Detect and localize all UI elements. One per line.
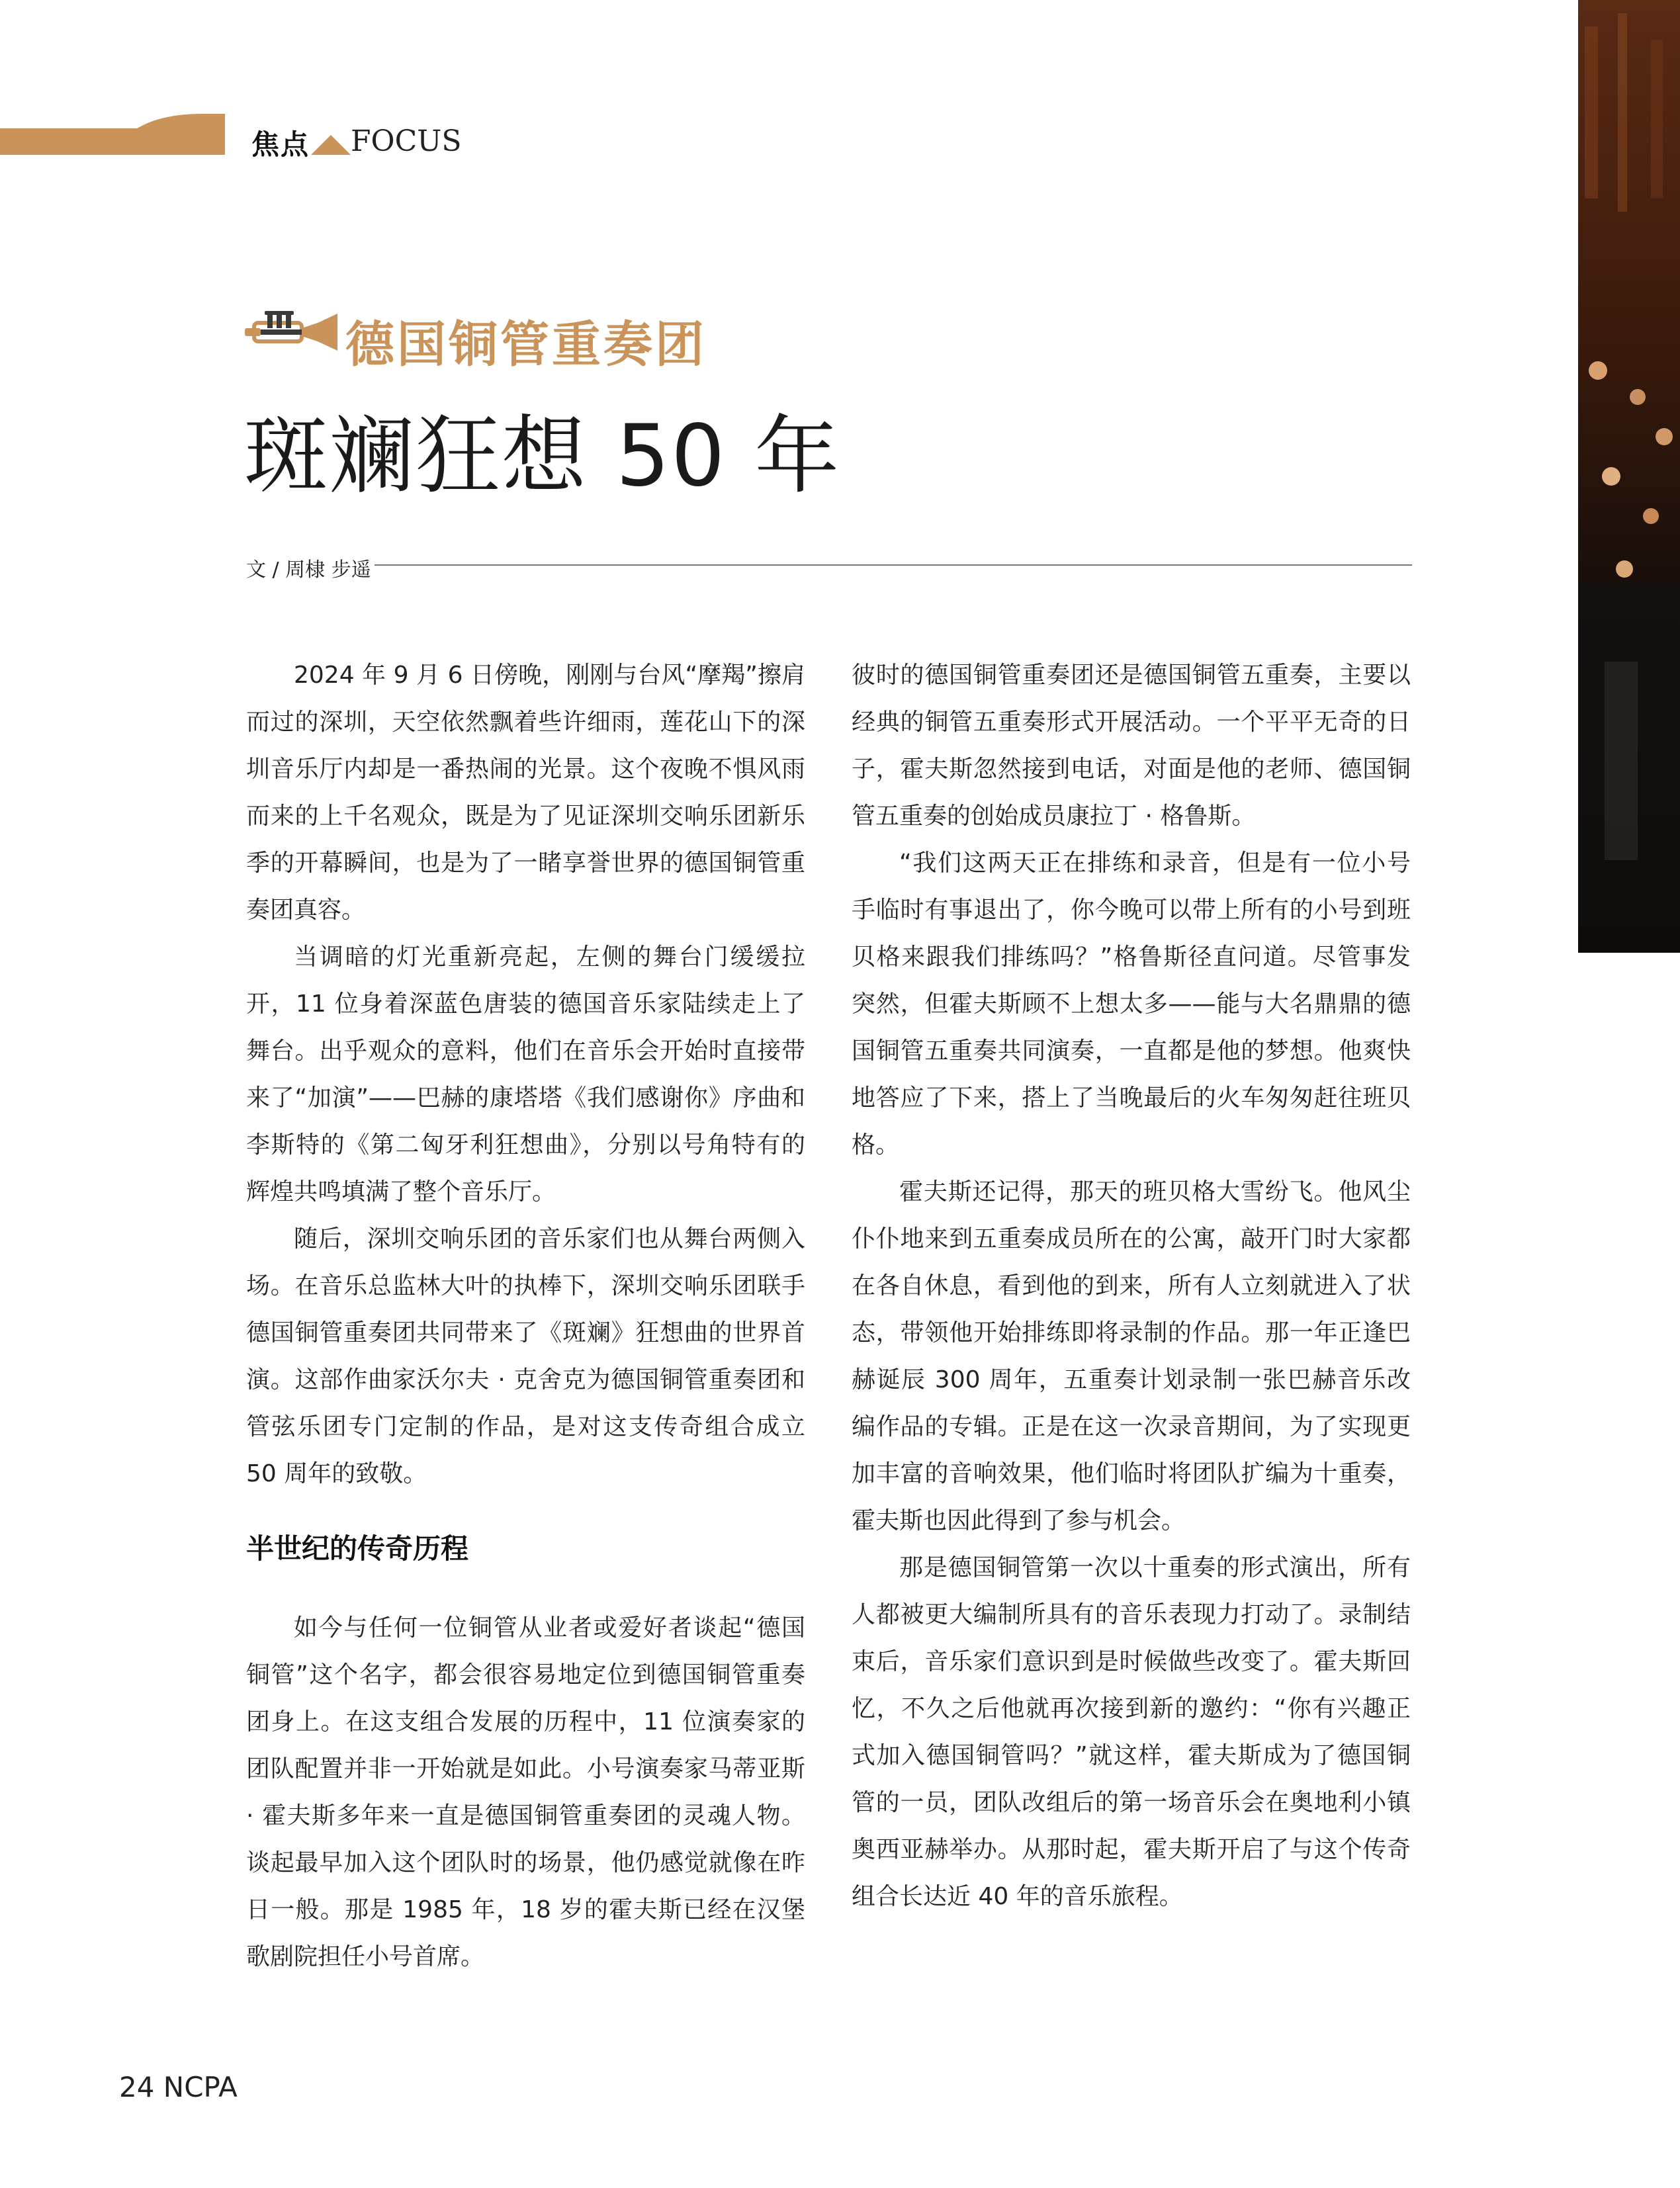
- header-accent-band: [0, 112, 225, 155]
- paragraph-continued: 彼时的德国铜管重奏团还是德国铜管五重奏，主要以经典的铜管五重奏形式开展活动。一个平平无奇的日子，霍夫斯忽然接到电话，对面是他的老师、德国铜管五重奏的创始成员康拉丁 · 格鲁斯。: [852, 662, 1411, 830]
- byline-divider: [375, 564, 1412, 566]
- paragraph: 霍夫斯还记得，那天的班贝格大雪纷飞。他风尘仆仆地来到五重奏成员所在的公寓，敲开门时大家都在各自休息，看到他的到来，所有人立刻就进入了状态，带领他开始排练即将录制的作品。那一年正逢巴赫诞辰 300 周年，五重奏计划录制一张巴赫音乐改编作品的专辑。正是在这一次录音期间，为了实现更加丰富的音响效果，他们临时将团队扩编为十重奏，霍夫斯也因此得到了参与机会。: [852, 1178, 1411, 1534]
- section-label-cn: 焦点: [251, 128, 310, 161]
- paragraph: 那是德国铜管第一次以十重奏的形式演出，所有人都被更大编制所具有的音乐表现力打动了。录制结束后，音乐家们意识到是时候做些改变了。霍夫斯回忆，不久之后他就再次接到新的邀约：“你有兴趣正式加入德国铜管吗？”就这样，霍夫斯成为了德国铜管的一员，团队改组后的第一场音乐会在奥地利小镇奥西亚赫举办。从那时起，霍夫斯开启了与这个传奇组合长达近 40 年的音乐旅程。: [852, 1554, 1411, 1910]
- trumpet-icon: [245, 311, 337, 353]
- paragraph: “我们这两天正在排练和录音，但是有一位小号手临时有事退出了，你今晚可以带上所有的小号到班贝格来跟我们排练吗？”格鲁斯径直问道。尽管事发突然，但霍夫斯顾不上想太多——能与大名鼎鼎的德国铜管五重奏共同演奏，一直都是他的梦想。他爽快地答应了下来，搭上了当晚最后的火车匆匆赶往班贝格。: [852, 850, 1411, 1159]
- section-label-en: FOCUS: [351, 124, 462, 158]
- left-column: [246, 652, 805, 1980]
- article-title: 斑斓狂想 50 年: [243, 407, 841, 505]
- page-folio: 24 NCPA: [119, 2071, 238, 2103]
- right-column: [852, 652, 1411, 1920]
- concert-photo: [1578, 0, 1680, 953]
- byline: 文 / 周棣 步遥: [246, 558, 371, 582]
- paragraph: 2024 年 9 月 6 日傍晚，刚刚与台风“摩羯”擦肩而过的深圳，天空依然飘着些许细雨，莲花山下的深圳音乐厅内却是一番热闹的光景。这个夜晚不惧风雨而来的上千名观众，既是为了见证深圳交响乐团新乐季的开幕瞬间，也是为了一睹享誉世界的德国铜管重奏团真容。: [246, 662, 805, 924]
- paragraph: 当调暗的灯光重新亮起，左侧的舞台门缓缓拉开，11 位身着深蓝色唐装的德国音乐家陆续走上了舞台。出乎观众的意料，他们在音乐会开始时直接带来了“加演”——巴赫的康塔塔《我们感谢你》序曲和李斯特的《第二匈牙利狂想曲》，分别以号角特有的辉煌共鸣填满了整个音乐厅。: [246, 943, 805, 1205]
- paragraph: 随后，深圳交响乐团的音乐家们也从舞台两侧入场。在音乐总监林大叶的执棒下，深圳交响乐团联手德国铜管重奏团共同带来了《斑斓》狂想曲的世界首演。这部作曲家沃尔夫 · 克舍克为德国铜管重奏团和管弦乐团专门定制的作品，是对这支传奇组合成立 50 周年的致敬。: [246, 1225, 805, 1487]
- header-accent-notch: [311, 132, 351, 155]
- paragraph: 如今与任何一位铜管从业者或爱好者谈起“德国铜管”这个名字，都会很容易地定位到德国铜管重奏团身上。在这支组合发展的历程中，11 位演奏家的团队配置并非一开始就是如此。小号演奏家马蒂亚斯 · 霍夫斯多年来一直是德国铜管重奏团的灵魂人物。谈起最早加入这个团队时的场景，他仍感觉就像在昨日一般。那是 1985 年，18 岁的霍夫斯已经在汉堡歌剧院担任小号首席。: [246, 1614, 805, 1970]
- article-subtitle: 德国铜管重奏团: [345, 316, 707, 373]
- section-heading: 半世纪的传奇历程: [246, 1532, 469, 1565]
